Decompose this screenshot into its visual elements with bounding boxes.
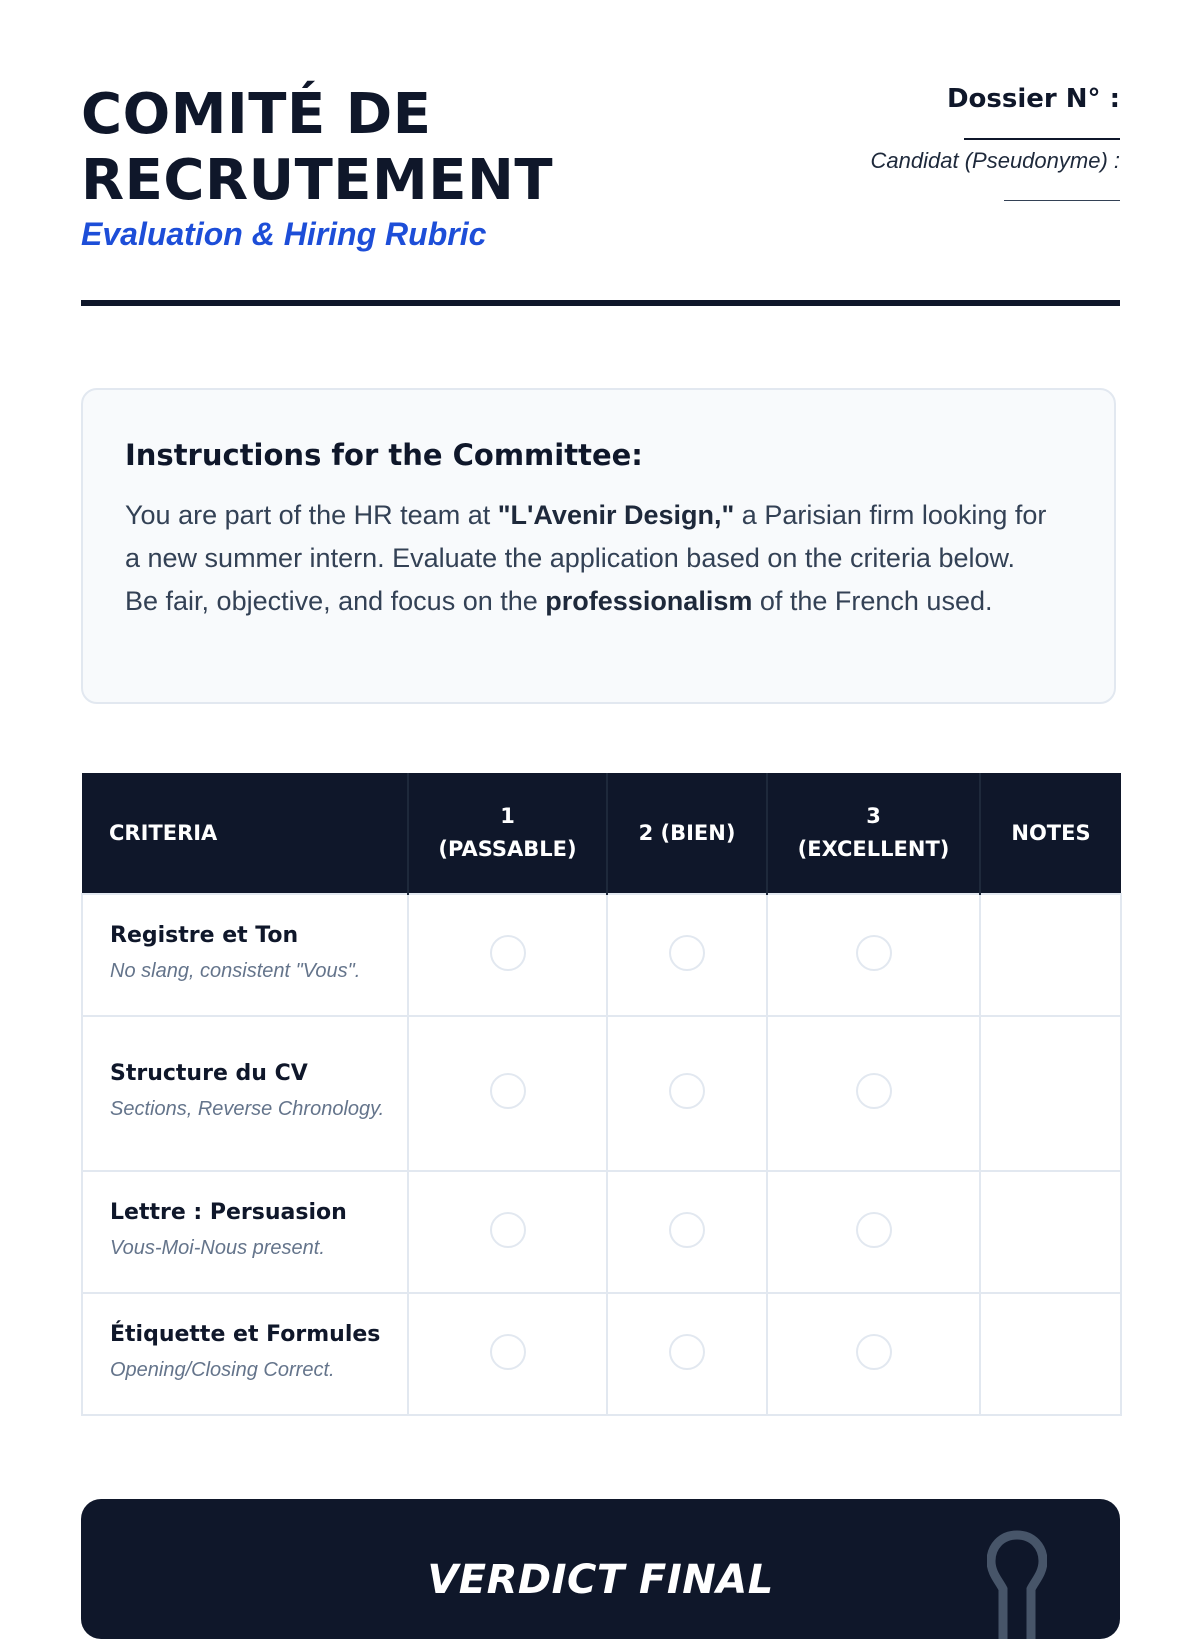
header-score-1 [408,773,607,894]
criterion-cell [82,1293,408,1415]
instructions-text-part: a Parisian firm looking for a new summer intern. Evaluate the application based on the criteria below. Be fair, objective, and focus on the [125,500,1047,616]
rubric-table [81,773,1122,1416]
score-1-radio[interactable] [490,935,526,971]
score-1-cell [408,1293,607,1415]
table-row [82,1293,1121,1415]
criterion-name: Registre et Ton [110,922,299,948]
header-notes: NOTES [980,773,1121,894]
score-2-radio[interactable] [669,935,705,971]
score-1-radio[interactable] [490,1212,526,1248]
score-3-cell [767,1171,980,1293]
score-3-cell [767,1293,980,1415]
table-row [82,1016,1121,1171]
criterion-name: Lettre : Persuasion [110,1199,347,1225]
lightbulb-icon [987,1529,1047,1639]
notes-cell[interactable] [980,1171,1121,1293]
header-score-3-number: 3 [866,804,881,828]
score-1-radio[interactable] [490,1334,526,1370]
score-2-radio[interactable] [669,1212,705,1248]
instructions-text [125,494,1055,623]
header-score-2: 2 (BIEN) [607,773,767,894]
dossier-meta [871,84,1120,201]
criterion-name: Structure du CV [110,1061,308,1086]
score-1-cell [408,1171,607,1293]
table-row [82,894,1121,1016]
criterion-description: Sections, Reverse Chronology. [110,1098,385,1120]
notes-cell[interactable] [980,894,1121,1016]
score-2-radio[interactable] [669,1073,705,1109]
firm-name: "L'Avenir Design," [497,500,735,530]
score-2-cell [607,1293,767,1415]
score-2-radio[interactable] [669,1334,705,1370]
emphasis-professionalism: professionalism [545,586,753,616]
score-3-radio[interactable] [856,935,892,971]
verdict-title: VERDICT FINAL [427,1557,774,1603]
score-2-cell [607,894,767,1016]
header-score-3 [767,773,980,894]
document-header [81,0,1120,310]
title-line-2: RECRUTEMENT [81,148,554,213]
candidate-pseudonym-label: Candidat (Pseudonyme) : [870,148,1120,173]
score-3-cell [767,1016,980,1171]
criterion-name: Étiquette et Formules [110,1321,381,1347]
score-1-cell [408,1016,607,1171]
score-3-cell [767,894,980,1016]
criterion-description: No slang, consistent "Vous". [110,959,361,982]
rubric-page [81,0,1120,1603]
title-line-1: COMITÉ DE [81,82,432,147]
dossier-number-label: Dossier N° : [946,84,1120,114]
instructions-text-part: of the French used. [752,586,993,616]
instructions-text-part: You are part of the HR team at [125,500,498,530]
header-score-3-label: (EXCELLENT) [797,837,950,861]
dossier-number-field[interactable] [964,138,1120,140]
header-score-1-number: 1 [500,804,515,828]
header-score-1-label: (PASSABLE) [438,837,577,861]
notes-cell[interactable] [980,1016,1121,1171]
instructions-box [81,388,1116,704]
criterion-description: Vous-Moi-Nous present. [110,1236,325,1259]
score-1-radio[interactable] [490,1073,526,1109]
notes-cell[interactable] [980,1293,1121,1415]
verdict-panel [81,1499,1120,1639]
score-2-cell [607,1016,767,1171]
document-subtitle: Evaluation & Hiring Rubric [81,216,487,252]
document-title [81,82,553,214]
criterion-cell [82,894,408,1016]
score-3-radio[interactable] [856,1073,892,1109]
criterion-description: Opening/Closing Correct. [110,1358,335,1381]
candidate-pseudonym-field[interactable] [1004,200,1120,201]
header-criteria: CRITERIA [82,773,408,894]
score-3-radio[interactable] [856,1212,892,1248]
score-2-cell [607,1171,767,1293]
instructions-title: Instructions for the Committee: [125,438,643,472]
criterion-cell [82,1016,408,1171]
score-1-cell [408,894,607,1016]
rubric-header-row [82,773,1121,894]
score-3-radio[interactable] [856,1334,892,1370]
table-row [82,1171,1121,1293]
header-divider [81,300,1120,306]
criterion-cell [82,1171,408,1293]
